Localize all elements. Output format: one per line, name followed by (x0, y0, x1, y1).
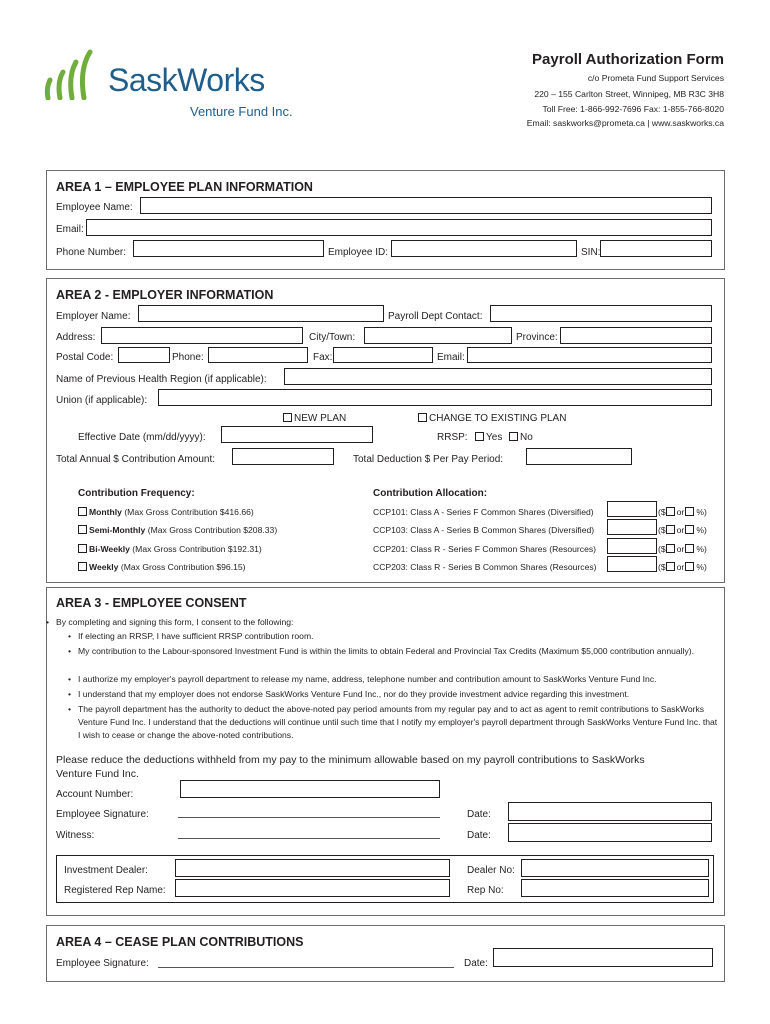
frequency-detail: (Max Gross Contribution $416.66) (121, 507, 254, 517)
frequency-option[interactable] (78, 561, 246, 573)
change-plan-label: CHANGE TO EXISTING PLAN (429, 413, 567, 424)
allocation-unit[interactable] (658, 506, 707, 518)
employee-name-field[interactable] (140, 197, 712, 214)
allocation-label: CCP101: Class A - Series F Common Shares (Diversified) (373, 507, 594, 517)
employee-email-field[interactable] (86, 219, 712, 236)
dealer-number-field[interactable] (521, 859, 709, 877)
employee-id-field[interactable] (391, 240, 577, 257)
brand-subtitle: Venture Fund Inc. (190, 104, 293, 119)
percent-sign: %) (696, 525, 707, 535)
frequency-detail: (Max Gross Contribution $192.31) (129, 544, 262, 554)
cease-date-label: Date: (464, 958, 488, 969)
witness-date-label: Date: (467, 830, 491, 841)
rrsp-no-label: No (520, 432, 533, 443)
allocation-unit[interactable] (658, 543, 707, 555)
payroll-contact-label: Payroll Dept Contact: (388, 311, 483, 322)
area-2-title: AREA 2 - EMPLOYER INFORMATION (56, 288, 274, 302)
account-number-field[interactable] (180, 780, 440, 798)
or-text: or (676, 562, 685, 572)
union-field[interactable] (158, 389, 712, 406)
dollar-checkbox[interactable] (666, 544, 675, 553)
rrsp-no-checkbox[interactable] (509, 432, 518, 441)
new-plan-checkbox[interactable] (283, 413, 292, 422)
frequency-checkbox[interactable] (78, 507, 87, 516)
change-plan-checkbox[interactable] (418, 413, 427, 422)
employer-name-field[interactable] (138, 305, 384, 322)
rrsp-yes-checkbox[interactable] (475, 432, 484, 441)
address-line-1: c/o Prometa Fund Support Services (587, 73, 724, 83)
allocation-label: CCP203: Class R - Series B Common Shares (Resources) (373, 562, 597, 572)
employer-email-label: Email: (437, 352, 465, 363)
employee-id-label: Employee ID: (328, 247, 389, 258)
dollar-sign: ($ (658, 544, 666, 554)
address-line-2: 220 – 155 Carlton Street, Winnipeg, MB R3C 3H8 (534, 89, 724, 99)
rep-name-field[interactable] (175, 879, 450, 897)
percent-checkbox[interactable] (685, 507, 694, 516)
frequency-option[interactable] (78, 524, 277, 536)
dollar-sign: ($ (658, 525, 666, 535)
previous-region-field[interactable] (284, 368, 712, 385)
cease-signature-label: Employee Signature: (56, 958, 149, 969)
change-plan-option[interactable] (418, 413, 566, 425)
frequency-checkbox[interactable] (78, 525, 87, 534)
dollar-checkbox[interactable] (666, 525, 675, 534)
total-deduction-field[interactable] (526, 448, 632, 465)
investment-dealer-field[interactable] (175, 859, 450, 877)
frequency-name: Bi-Weekly (89, 544, 130, 554)
allocation-amount-field[interactable] (607, 538, 657, 554)
frequency-detail: (Max Gross Contribution $96.15) (118, 562, 246, 572)
dealer-number-label: Dealer No: (467, 865, 515, 876)
account-number-label: Account Number: (56, 789, 134, 800)
rep-name-label: Registered Rep Name: (64, 885, 166, 896)
new-plan-option[interactable] (283, 413, 346, 425)
witness-label: Witness: (56, 830, 95, 841)
rrsp-label: RRSP: (437, 432, 468, 443)
total-annual-field[interactable] (232, 448, 334, 465)
allocation-unit[interactable] (658, 524, 707, 536)
allocation-label: CCP201: Class R - Series F Common Shares (Resources) (373, 544, 597, 554)
witness-signature-line[interactable] (178, 838, 440, 839)
rep-number-field[interactable] (521, 879, 709, 897)
employer-email-field[interactable] (467, 347, 712, 363)
consent-bullet: • The payroll department has the authority to deduct the above-noted pay period amounts from my regular pay and to act as agent to remit contributions to SaskWorks Venture Fund Inc. I understand that the deductions will continue until such time that I notify my employer's payroll department through SaskWorks Venture Fund Inc. that I wish to cease or change the above-noted contributions. (78, 703, 718, 742)
city-field[interactable] (364, 327, 512, 344)
signature-date-label: Date: (467, 809, 491, 820)
province-label: Province: (516, 332, 558, 343)
sin-label: SIN: (581, 247, 601, 258)
frequency-name: Monthly (89, 507, 122, 517)
area-3-title: AREA 3 - EMPLOYEE CONSENT (56, 596, 247, 610)
dollar-sign: ($ (658, 507, 666, 517)
effective-date-label: Effective Date (mm/dd/yyyy): (78, 432, 206, 443)
total-annual-label: Total Annual $ Contribution Amount: (56, 454, 215, 465)
address-line-4: Email: saskworks@prometa.ca | www.saskworks.ca (526, 118, 724, 128)
allocation-amount-field[interactable] (607, 519, 657, 535)
or-text: or (676, 544, 685, 554)
postal-code-field[interactable] (118, 347, 170, 363)
address-line-3: Toll Free: 1-866-992-7696 Fax: 1-855-766-8020 (542, 104, 724, 114)
total-deduction-label: Total Deduction $ Per Pay Period: (353, 454, 504, 465)
allocation-label: CCP103: Class A - Series B Common Shares (Diversified) (373, 525, 595, 535)
reduce-deductions-text: Please reduce the deductions withheld from my pay to the minimum allowable based on my payroll contributions to SaskWorks Venture Fund Inc. (56, 754, 645, 780)
frequency-checkbox[interactable] (78, 562, 87, 571)
rrsp-no-option[interactable] (509, 432, 533, 444)
effective-date-field[interactable] (221, 426, 373, 443)
consent-bullet: • If electing an RRSP, I have sufficient RRSP contribution room. (78, 630, 718, 643)
signature-date-field[interactable] (508, 802, 712, 821)
frequency-name: Weekly (89, 562, 119, 572)
employee-name-label: Employee Name: (56, 202, 133, 213)
percent-checkbox[interactable] (685, 562, 694, 571)
frequency-option[interactable] (78, 543, 262, 555)
investment-dealer-label: Investment Dealer: (64, 865, 148, 876)
address-field[interactable] (101, 327, 303, 344)
dollar-sign: ($ (658, 562, 666, 572)
union-label: Union (if applicable): (56, 395, 148, 406)
employee-signature-line[interactable] (178, 817, 440, 818)
or-text: or (676, 507, 685, 517)
new-plan-label: NEW PLAN (294, 413, 347, 424)
employer-name-label: Employer Name: (56, 311, 131, 322)
form-title: Payroll Authorization Form (532, 51, 724, 68)
address-label: Address: (56, 332, 96, 343)
previous-region-label: Name of Previous Health Region (if applicable): (56, 374, 267, 385)
dollar-checkbox[interactable] (666, 507, 675, 516)
phone-label: Phone Number: (56, 247, 127, 258)
consent-bullet: • My contribution to the Labour-sponsored Investment Fund is within the limits to obtain Federal and Provincial Tax Credits (Maximum $5,000 contribution annually). (78, 645, 718, 658)
saskworks-logo-mark (44, 48, 104, 100)
consent-bullet: • I understand that my employer does not endorse SaskWorks Venture Fund Inc., nor do they provide investment advice regarding this investment. (78, 688, 718, 701)
allocation-amount-field[interactable] (607, 501, 657, 517)
consent-bullet: • I authorize my employer's payroll department to release my name, address, telephone number and contribution amount to SaskWorks Venture Fund Inc. (78, 673, 718, 686)
percent-checkbox[interactable] (685, 525, 694, 534)
fax-label: Fax: (313, 352, 333, 363)
contribution-frequency-heading: Contribution Frequency: (78, 488, 195, 499)
dollar-checkbox[interactable] (666, 562, 675, 571)
employer-phone-field[interactable] (208, 347, 308, 363)
province-field[interactable] (560, 327, 712, 344)
or-text: or (676, 525, 685, 535)
percent-checkbox[interactable] (685, 544, 694, 553)
employer-phone-label: Phone: (172, 352, 204, 363)
rrsp-yes-option[interactable] (475, 432, 502, 444)
frequency-detail: (Max Gross Contribution $208.33) (145, 525, 278, 535)
payroll-contact-field[interactable] (490, 305, 712, 322)
email-label: Email: (56, 224, 84, 235)
witness-date-field[interactable] (508, 823, 712, 842)
area-1-title: AREA 1 – EMPLOYEE PLAN INFORMATION (56, 180, 313, 194)
allocation-amount-field[interactable] (607, 556, 657, 572)
contribution-allocation-heading: Contribution Allocation: (373, 488, 488, 499)
cease-signature-line[interactable] (158, 967, 454, 968)
cease-date-field[interactable] (493, 948, 713, 967)
postal-code-label: Postal Code: (56, 352, 114, 363)
frequency-name: Semi-Monthly (89, 525, 146, 535)
frequency-option[interactable] (78, 506, 254, 518)
allocation-unit[interactable] (658, 561, 707, 573)
fax-field[interactable] (333, 347, 433, 363)
percent-sign: %) (696, 562, 707, 572)
consent-intro: • By completing and signing this form, I consent to the following: (56, 616, 293, 628)
city-label: City/Town: (309, 332, 356, 343)
brand-name: SaskWorks (108, 62, 265, 98)
frequency-checkbox[interactable] (78, 544, 87, 553)
percent-sign: %) (696, 507, 707, 517)
phone-field[interactable] (133, 240, 324, 257)
percent-sign: %) (696, 544, 707, 554)
rrsp-yes-label: Yes (486, 432, 503, 443)
rep-number-label: Rep No: (467, 885, 504, 896)
employee-signature-label: Employee Signature: (56, 809, 149, 820)
area-4-title: AREA 4 – CEASE PLAN CONTRIBUTIONS (56, 935, 304, 949)
sin-field[interactable] (600, 240, 712, 257)
